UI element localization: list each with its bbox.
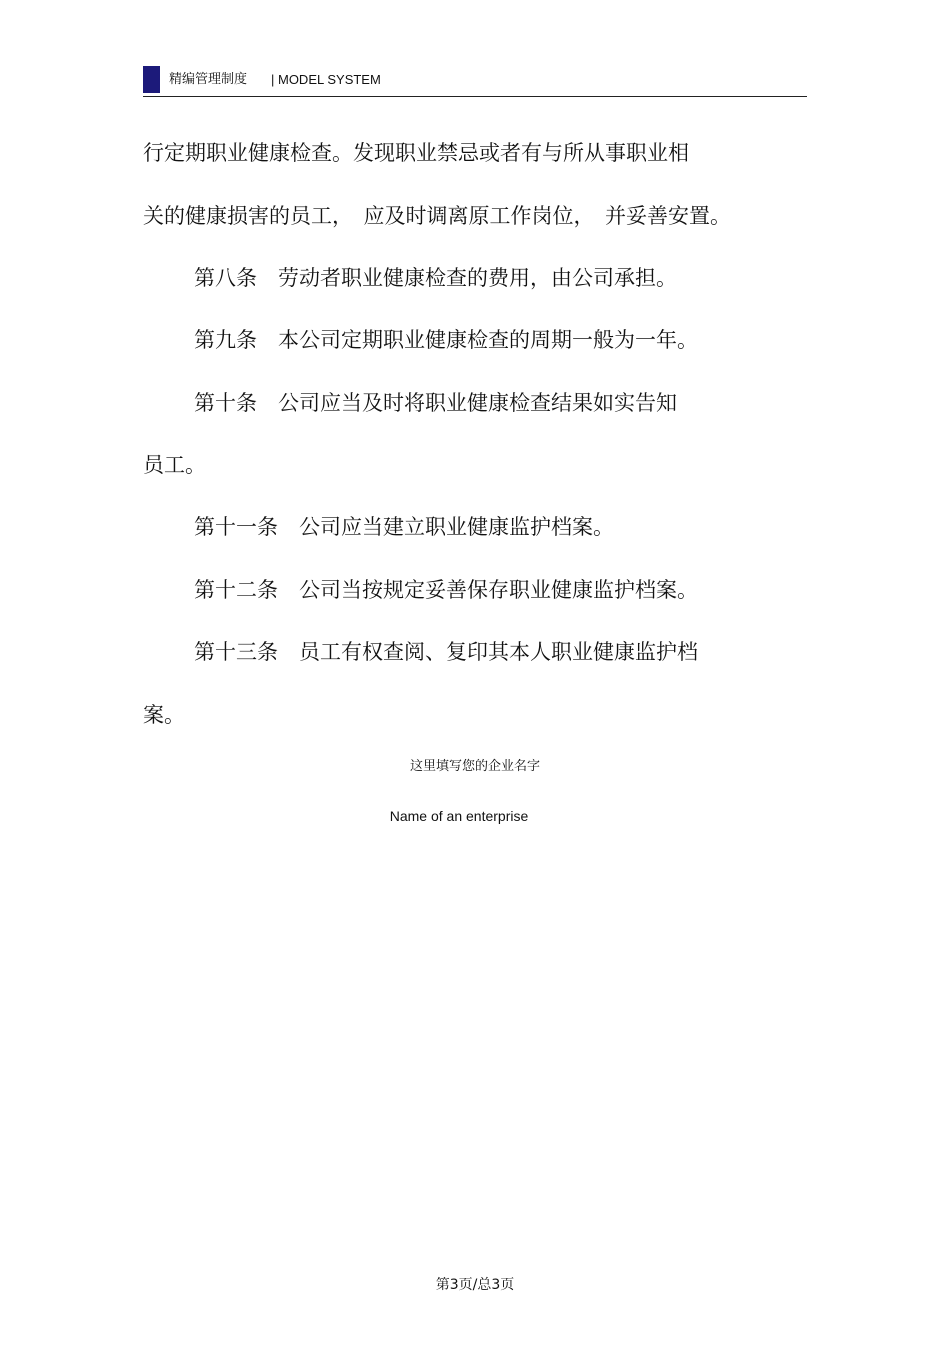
paragraph-line: 关的健康损害的员工， 应及时调离原工作岗位， 并妥善安置。 <box>143 204 731 228</box>
article-9: 第九条 本公司定期职业健康检查的周期一般为一年。 <box>194 328 698 352</box>
company-name-cn: 这里填写您的企业名字 <box>409 759 540 774</box>
article-11: 第十一条 公司应当建立职业健康监护档案。 <box>194 515 614 539</box>
logo-icon <box>143 66 160 93</box>
header-subtitle: | MODEL SYSTEM <box>271 72 381 87</box>
article-8: 第八条 劳动者职业健康检查的费用，由公司承担。 <box>194 266 677 290</box>
article-13: 第十三条 员工有权查阅、复印其本人职业健康监护档 <box>194 640 698 664</box>
paragraph-line: 行定期职业健康检查。发现职业禁忌或者有与所从事职业相 <box>143 141 689 165</box>
header-title: 精编管理制度 <box>169 72 248 87</box>
article-10: 第十条 公司应当及时将职业健康检查结果如实告知 <box>194 391 677 415</box>
paragraph-line: 员工。 <box>143 453 206 477</box>
paragraph-line: 案。 <box>143 703 185 727</box>
company-name-en: Name of an enterprise <box>389 808 529 824</box>
page-header <box>143 66 807 97</box>
page-number: 第3页/总3页 <box>435 1277 515 1293</box>
article-12: 第十二条 公司当按规定妥善保存职业健康监护档案。 <box>194 578 698 602</box>
